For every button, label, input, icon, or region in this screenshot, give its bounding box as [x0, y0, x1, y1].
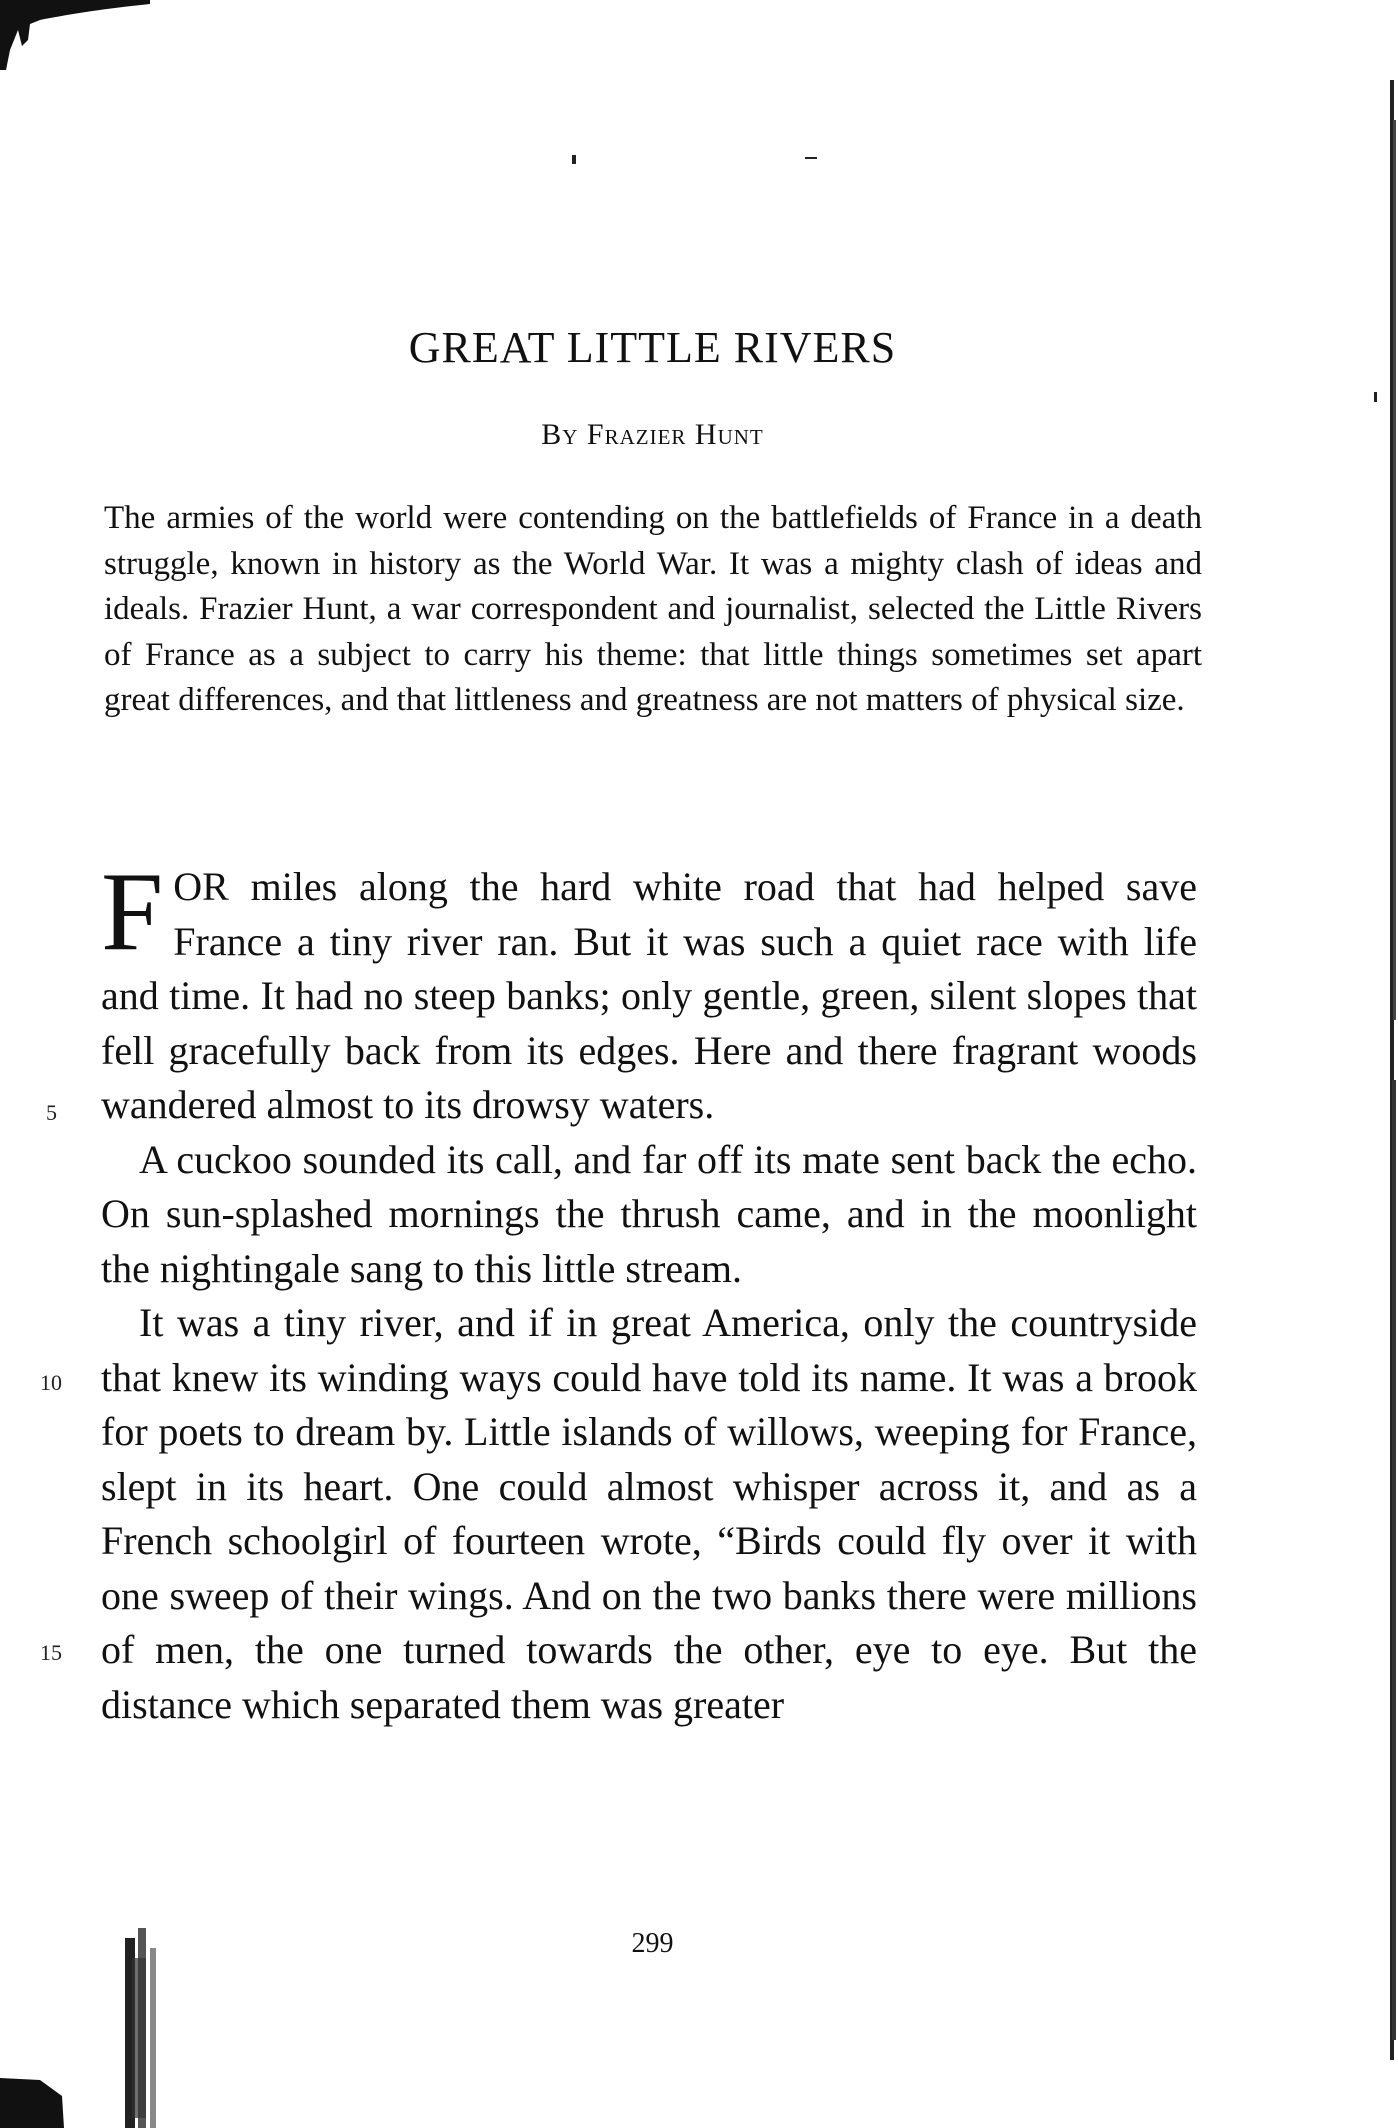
- body-paragraph: A cuckoo sounded its call, and far off its mate sent back the echo. On sun-splashed mornings the thrush came, and in the moonlight the nightingale sang to this little stream.: [101, 1136, 1197, 1291]
- article-body: [101, 850, 1197, 1732]
- line-number-10: 10: [40, 1370, 62, 1395]
- article-title: GREAT LITTLE RIVERS: [408, 323, 897, 372]
- scan-artifact-corner: [0, 0, 150, 70]
- dust-speck: [1374, 392, 1377, 402]
- dust-speck: [805, 157, 817, 159]
- line-number-5: 5: [46, 1100, 57, 1125]
- introduction-paragraph: The armies of the world were contending on the battlefields of France in a death struggle, known in history as the World War. It was a mighty clash of ideas and ideals. Frazier Hunt, a war correspondent and journalist, selected the Little Rivers of France as a subject to carry his theme: that little things sometimes set apart great differences, and that littleness and greatness are not matters of physical size.: [104, 500, 1202, 718]
- body-paragraph: It was a tiny river, and if in great America, only the countryside that knew its winding ways could have told its name. It was a brook for poets to dream by. Little islands of willows, weeping for France, slept in its heart. One could almost whisper across it, and as a French schoolgirl of fourteen wrote, “Birds could fly over it with one sweep of their wings. And on the two banks there were millions of men, the one turned towards the other, eye to eye. But the distance which separated them was greater: [101, 1300, 1197, 1727]
- dust-speck: [572, 155, 576, 164]
- drop-cap: F: [101, 850, 164, 974]
- body-paragraph: [101, 850, 1197, 1133]
- paragraph-text: OR miles along the hard white road that had helped save France a tiny river ran. But it was such a quiet race with life and time. It had no steep banks; only gentle, green, silent slopes that fell gracefully back from its edges. Here and there fragrant woods wandered almost to its drowsy waters.: [101, 864, 1197, 1127]
- scan-artifact-right-edge: [1384, 80, 1398, 2060]
- line-number-15: 15: [40, 1640, 62, 1665]
- author-byline: By Frazier Hunt: [541, 418, 764, 451]
- page-number: 299: [631, 1928, 674, 1959]
